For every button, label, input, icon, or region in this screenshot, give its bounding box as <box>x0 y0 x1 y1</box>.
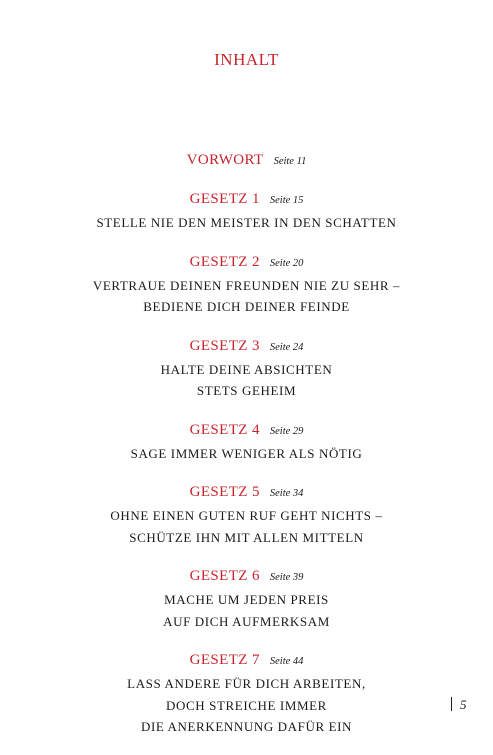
entry-label: GESETZ 4 <box>189 421 260 438</box>
entry-heading <box>0 419 493 441</box>
entry-label: VORWORT <box>186 152 264 168</box>
table-of-contents <box>0 149 493 755</box>
toc-entry-gesetz-5 <box>0 481 493 548</box>
entry-page-ref: Seite 11 <box>273 156 307 167</box>
toc-entry-gesetz-6 <box>0 565 493 632</box>
entry-title-line: DOCH STREICHE IMMER <box>166 697 327 713</box>
entry-page-ref: Seite 15 <box>269 195 304 206</box>
page-number-value: 5 <box>460 697 467 712</box>
entry-title-line: DIE ANERKENNUNG DAFÜR EIN <box>140 719 353 734</box>
entry-label: GESETZ 2 <box>189 253 260 270</box>
entry-title-line: STELLE NIE DEN MEISTER IN DEN SCHATTEN <box>96 215 397 230</box>
entry-page-ref: Seite 44 <box>269 656 304 667</box>
entry-title-line: BEDIENE DICH DEINER FEINDE <box>143 299 350 314</box>
toc-entry-gesetz-3 <box>0 335 493 402</box>
page-number-divider <box>451 697 452 711</box>
toc-entry-gesetz-1 <box>0 188 493 234</box>
entry-title-line: STETS GEHEIM <box>196 383 297 398</box>
page-title: INHALT <box>214 50 279 69</box>
toc-entry-gesetz-2 <box>0 251 493 318</box>
entry-heading <box>0 481 493 503</box>
entry-heading <box>0 149 493 171</box>
entry-page-ref: Seite 29 <box>269 425 304 437</box>
entry-page-ref: Seite 20 <box>269 257 304 269</box>
entry-title-line: SCHÜTZE IHN MIT ALLEN MITTELN <box>129 529 364 545</box>
entry-page-ref: Seite 24 <box>269 341 304 353</box>
entry-heading <box>0 251 493 273</box>
toc-entry-gesetz-4 <box>0 419 493 465</box>
entry-title-line: VERTRAUE DEINEN FREUNDEN NIE ZU SEHR – <box>92 277 401 293</box>
entry-heading <box>0 335 493 357</box>
toc-entry-vorwort <box>0 149 493 171</box>
entry-title-line: HALTE DEINE ABSICHTEN <box>160 361 333 377</box>
entry-title-line: LASS ANDERE FÜR DICH ARBEITEN, <box>127 676 366 691</box>
entry-label: GESETZ 7 <box>189 652 260 668</box>
entry-heading <box>0 565 493 587</box>
entry-page-ref: Seite 34 <box>269 488 304 499</box>
entry-heading <box>0 188 493 210</box>
entry-label: GESETZ 6 <box>189 568 260 584</box>
entry-page-ref: Seite 39 <box>269 572 304 583</box>
entry-label: GESETZ 1 <box>189 191 260 207</box>
entry-heading <box>0 649 493 671</box>
entry-title-line: OHNE EINEN GUTEN RUF GEHT NICHTS – <box>110 508 383 523</box>
entry-title-line: SAGE IMMER WENIGER ALS NÖTIG <box>130 445 363 461</box>
entry-label: GESETZ 5 <box>189 484 260 500</box>
entry-label: GESETZ 3 <box>189 337 260 354</box>
entry-title-line: AUF DICH AUFMERKSAM <box>163 613 330 629</box>
page-number <box>451 697 467 713</box>
toc-entry-gesetz-7 <box>0 649 493 738</box>
entry-title-line: MACHE UM JEDEN PREIS <box>164 592 329 607</box>
